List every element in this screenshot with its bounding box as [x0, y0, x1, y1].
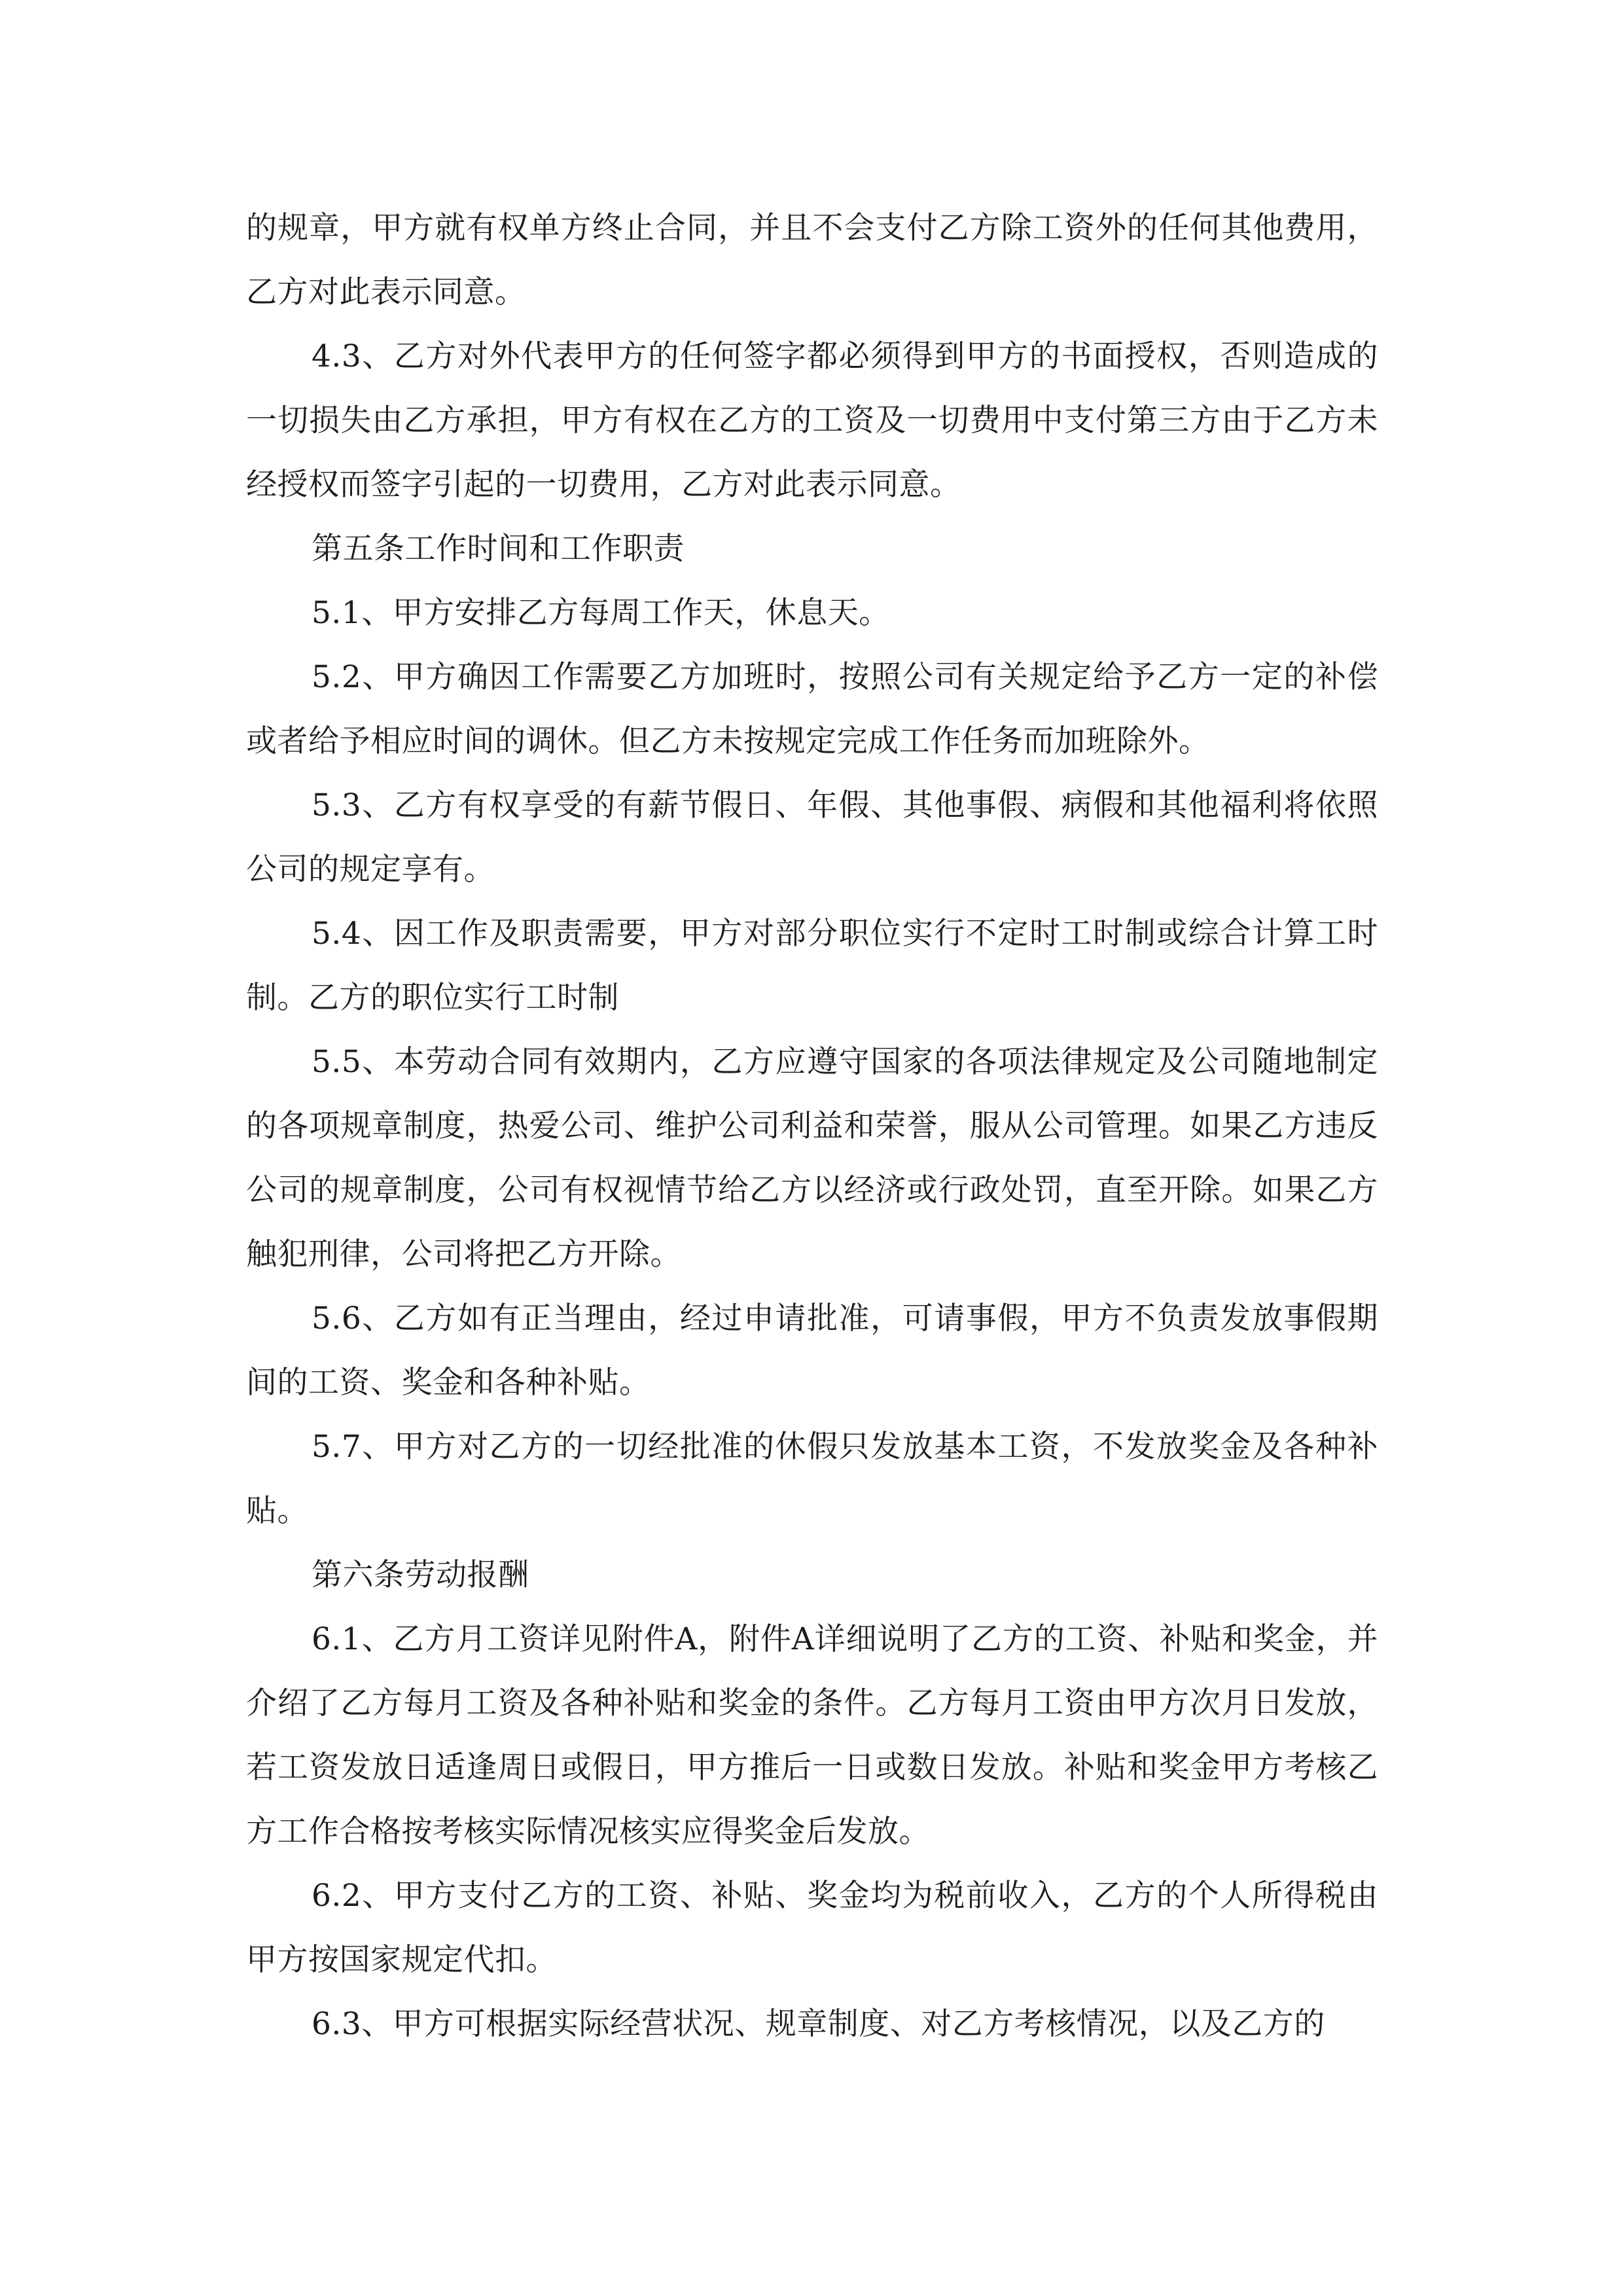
paragraph-5-4: 5.4、因工作及职责需要，甲方对部分职位实行不定时工时制或综合计算工时制。乙方的职位实行工时制 — [246, 916, 1378, 1016]
paragraph-4-2-continued: 的规章，甲方就有权单方终止合同，并且不会支付乙方除工资外的任何其他费用，乙方对此表示同意。 — [246, 210, 1378, 310]
paragraph-5-3: 5.3、乙方有权享受的有薪节假日、年假、其他事假、病假和其他福利将依照公司的规定享有。 — [246, 787, 1378, 888]
paragraph-5-2: 5.2、甲方确因工作需要乙方加班时，按照公司有关规定给予乙方一定的补偿或者给予相应时间的调休。但乙方未按规定完成工作任务而加班除外。 — [246, 659, 1378, 759]
section-heading-article-6: 第六条劳动报酬 — [312, 1557, 529, 1593]
document-body — [246, 196, 1378, 2056]
paragraph-6-3: 6.3、甲方可根据实际经营状况、规章制度、对乙方考核情况，以及乙方的 — [312, 2006, 1325, 2042]
paragraph-4-3: 4.3、乙方对外代表甲方的任何签字都必须得到甲方的书面授权，否则造成的一切损失由乙方承担，甲方有权在乙方的工资及一切费用中支付第三方由于乙方未经授权而签字引起的一切费用，乙方对此表示同意。 — [246, 338, 1378, 503]
paragraph-5-5: 5.5、本劳动合同有效期内，乙方应遵守国家的各项法律规定及公司随地制定的各项规章制度，热爱公司、维护公司利益和荣誉，服从公司管理。如果乙方违反公司的规章制度，公司有权视情节给乙方以经济或行政处罚，直至开除。如果乙方触犯刑律，公司将把乙方开除。 — [246, 1044, 1378, 1272]
paragraph-6-1: 6.1、乙方月工资详见附件A，附件A详细说明了乙方的工资、补贴和奖金，并介绍了乙方每月工资及各种补贴和奖金的条件。乙方每月工资由甲方次月日发放，若工资发放日适逢周日或假日，甲方推后一日或数日发放。补贴和奖金甲方考核乙方工作合格按考核实际情况核实应得奖金后发放。 — [246, 1621, 1378, 1850]
paragraph-5-1: 5.1、甲方安排乙方每周工作天，休息天。 — [312, 595, 890, 631]
paragraph-6-2: 6.2、甲方支付乙方的工资、补贴、奖金均为税前收入，乙方的个人所得税由甲方按国家规定代扣。 — [246, 1878, 1378, 1978]
paragraph-5-6: 5.6、乙方如有正当理由，经过申请批准，可请事假，甲方不负责发放事假期间的工资、奖金和各种补贴。 — [246, 1300, 1378, 1401]
section-heading-article-5: 第五条工作时间和工作职责 — [312, 531, 685, 567]
paragraph-5-7: 5.7、甲方对乙方的一切经批准的休假只发放基本工资，不发放奖金及各种补贴。 — [246, 1429, 1378, 1529]
